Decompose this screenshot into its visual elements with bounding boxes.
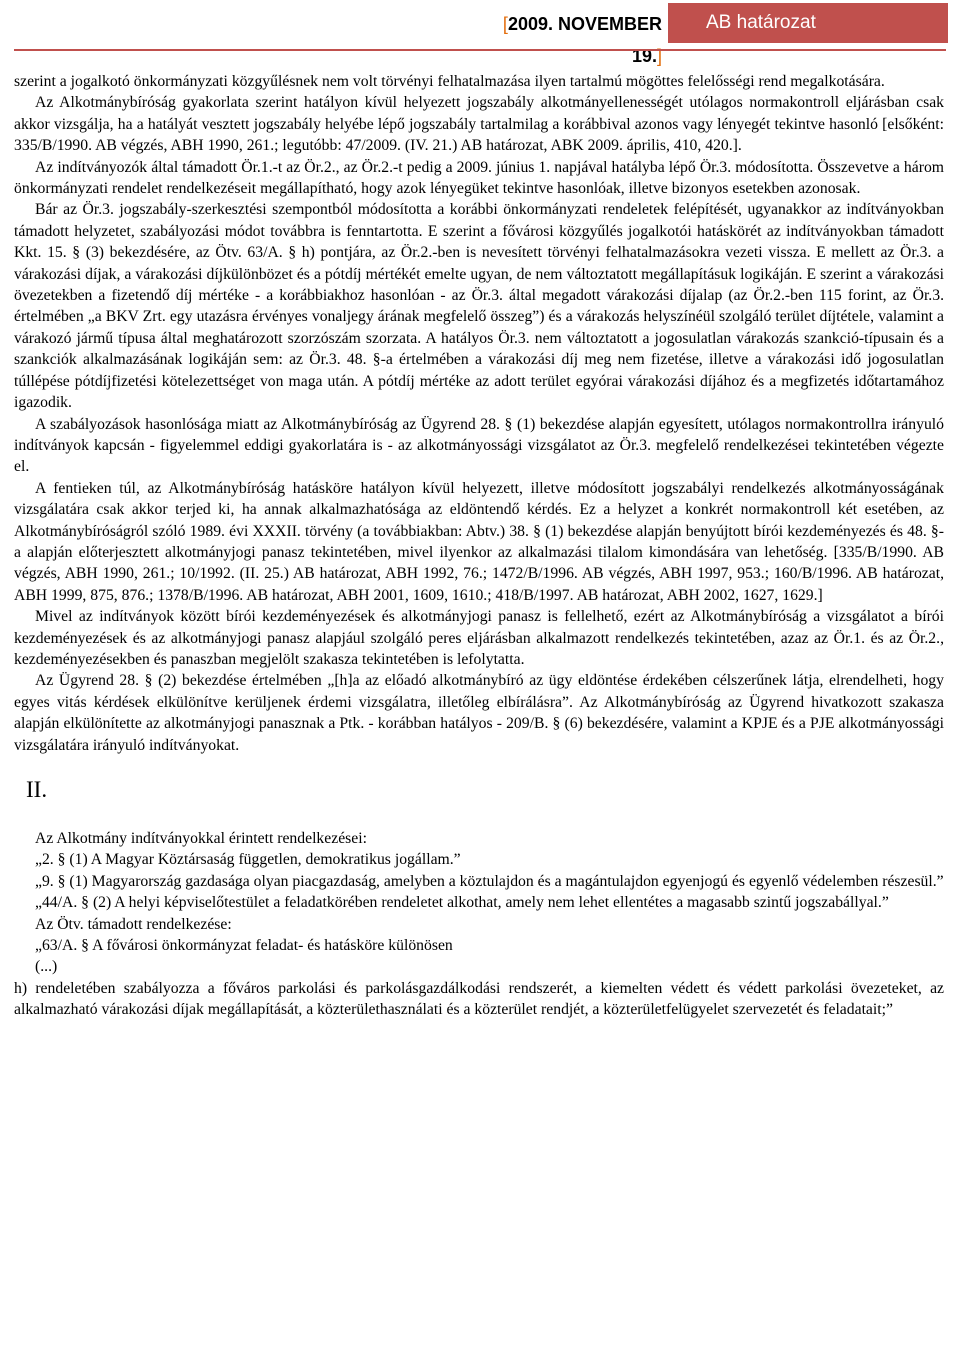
spacer bbox=[14, 804, 944, 828]
paragraph: Az Alkotmánybíróság gyakorlata szerint hatályon kívül helyezett jogszabály alkotmányellenességét utólagos normakontroll eljárásban csak akkor vizsgálja, ha a hatályát vesztett jogszabály helyébe lépő jogszabály tartalmilag a korábbival azonos vagy lényegét tekintve hasonló [elsőként: 335/B/1990. AB végzés, ABH 1990, 261.; legutóbb: 47/2009. (IV. 21.) AB határozat, ABK 2009. április, 410, 420.]. bbox=[14, 94, 944, 155]
paragraph: A fentieken túl, az Alkotmánybíróság hatásköre hatályon kívül helyezett, illetve módosított jogszabályi rendelkezés alkotmányosságának vizsgálatára csak akkor terjed ki, ha annak alkalmazhatósága az eldöntendő kérdés. Ez a helyzet a konkrét normakontroll két esetében, az Alkotmánybíróságról szóló 1989. évi XXXII. törvény (a továbbiakban: Abtv.) 38. § (1) bekezdése alapján benyújtott bírói kezdeményezés és 48. §-a alapján előterjesztett alkotmányjogi panasz tekintetében, mivel ilyenkor az alkalmazási tilalom kimondására van lehetőség. [335/B/1990. AB végzés, ABH 1990, 261.; 10/1992. (II. 25.) AB határozat, ABH 1992, 76.; 1472/B/1996. AB végzés, ABH 1997, 953.; 160/B/1996. AB határozat, ABH 1999, 875, 876.; 1378/B/1996. AB határozat, ABH 2001, 1609, 1610.; 418/B/1997. AB határozat, ABH 2002, 1627, 1629.] bbox=[14, 479, 944, 604]
provision-quote: „9. § (1) Magyarország gazdasága olyan piacgazdaság, amelyben a köztulajdon és a magántulajdon egyenjogú és egyenlő védelemben részesül.” bbox=[35, 872, 944, 890]
provision-quote: „2. § (1) A Magyar Köztársaság független, demokratikus jogállam.” bbox=[35, 851, 461, 869]
paragraph: Az indítványozók által támadott Ör.1.-t az Ör.2., az Ör.2.-t pedig a 2009. június 1. napjával hatályba lépő Ör.3. módosította. Összevetve a három önkormányzati rendelet rendelkezéseit megállapítható, hogy azok lényegüket tekintve hasonlóak, illetve bizonyos esetekben azonosak. bbox=[14, 158, 944, 198]
page-header bbox=[0, 0, 960, 66]
header-divider bbox=[14, 49, 946, 51]
provision-intro: Az Ötv. támadott rendelkezése: bbox=[35, 915, 232, 933]
section-heading: II. bbox=[26, 777, 48, 802]
provision-quote: „44/A. § (2) A helyi képviselőtestület a feladatkörében rendeletet alkothat, amely nem lehet ellentétes a magasabb szintű jogszabállyal.” bbox=[35, 894, 889, 912]
header-date bbox=[470, 8, 662, 66]
header-date-text: 2009. NOVEMBER 19. bbox=[507, 14, 662, 66]
paragraph: Mivel az indítványok között bírói kezdeményezések és alkotmányjogi panasz is fellelhető, ezért az Alkotmánybíróság a vizsgálatot a bírói kezdeményezések és az alkotmányjogi panasz alapjául szolgáló peres eljárásban alkalmazott rendelkezés tekintetében, azaz az Ör.1. és az Ör.2., kezdeményezésekben és panaszban megjelölt szakasza tekintetében is lefolytatta. bbox=[14, 608, 944, 668]
provision-ellipsis: (...) bbox=[35, 958, 58, 976]
paragraph: Bár az Ör.3. jogszabály-szerkesztési szempontból módosította a korábbi önkormányzati rendeletek felépítését, ugyanakkor az indítványokban támadott helyzetet, szabályozási módot továbbra is fenntartotta. E szerint a fővárosi közgyűlés jogalkotói hatáskörét az indítványokban támadott Kkt. 15. § (3) bekezdésére, az Ötv. 63/A. § h) pontjára, az Ör.2.-ben is nevesített törvényi felhatalmazásokra vezeti vissza. E mellett az Ör.3. a várakozási díjak, a várakozási díjkülönbözet és a pótdíj mértékét emelte ugyan, de nem változtatott megállapításuk logikáján. E szerint a várakozási övezetekben a fizetendő díj mértéke - a korábbiakhoz hasonlóan - az Ör.3. által megadott várakozási díjalap (az Ör.2.-ben 115 forint, az Ör.3. értelmében „a BKV Zrt. egy utazásra érvényes vonaljegy árának megfelelő összeg”) és a várakozás helyszínéül szolgáló terület díjtétele, valamint a várakozó jármű típusa által meghatározott szorzószám szorzata. A hatályos Ör.3. nem változtatott a jogosulatlan várakozás szankció-típusain és a szankciók alkalmazásának logikáján sem: az Ör.3. 48. §-a értelmében a várakozási díj meg nem fizetése, illetve a várakozási idő jogosulatlan túllépése pótdíjfizetési kötelezettséget von maga után. A pótdíj mértéke az adott terület egyórai várakozási díjához és a megfizetés időtartamához igazodik. bbox=[14, 201, 944, 412]
paragraph: szerint a jogalkotó önkormányzati közgyűlésnek nem volt törvényi felhatalmazása ilyen tartalmú mögöttes felelősségi rend megalkotására. bbox=[14, 73, 885, 90]
paragraph: A szabályozások hasonlósága miatt az Alkotmánybíróság az Ügyrend 28. § (1) bekezdése alapján egyesített, utólagos normakontrollra irányuló indítványok kapcsán - figyelemmel eddigi gyakorlatára is - az alkotmányossági vizsgálatot az Ör.3. megfelelő rendelkezései tekintetében végezte el. bbox=[14, 415, 944, 476]
header-bracket-close: ] bbox=[656, 46, 662, 66]
header-bracket-open: [ bbox=[502, 14, 508, 34]
paragraph: Az Ügyrend 28. § (2) bekezdése értelmében „[h]a az előadó alkotmánybíró az ügy eldöntése érdekében célszerűnek látja, elrendelheti, hogy egyes vitás kérdések elkülönítve kerüljenek érdemi vizsgálatra, illetőleg elbírálásra”. Az Alkotmánybíróság az Ügyrend hivatkozott szakasza alapján elkülönítette az alkotmányjogi panasznak a Ptk. - korábban hatályos - 209/B. § (6) bekezdésére, valamint a KPJE és a PJE alkotmányossági vizsgálatára irányuló indítványokat. bbox=[14, 672, 944, 754]
header-title: AB határozat bbox=[668, 3, 948, 43]
provision-quote: „63/A. § A fővárosi önkormányzat feladat- és hatásköre különösen bbox=[35, 937, 453, 955]
provision-quote: h) rendeletében szabályozza a főváros parkolási és parkolásgazdálkodási rendszerét, a kiemelten védett és védett parkolási övezeteket, az alkalmazható várakozási díjak megállapítását, a közterülethasználati és a közterület rendjét, a közterületfelügyelet szervezetét és feladatait;” bbox=[14, 979, 944, 1019]
document-body bbox=[14, 71, 944, 1021]
provision-intro: Az Alkotmány indítványokkal érintett rendelkezései: bbox=[35, 830, 367, 847]
